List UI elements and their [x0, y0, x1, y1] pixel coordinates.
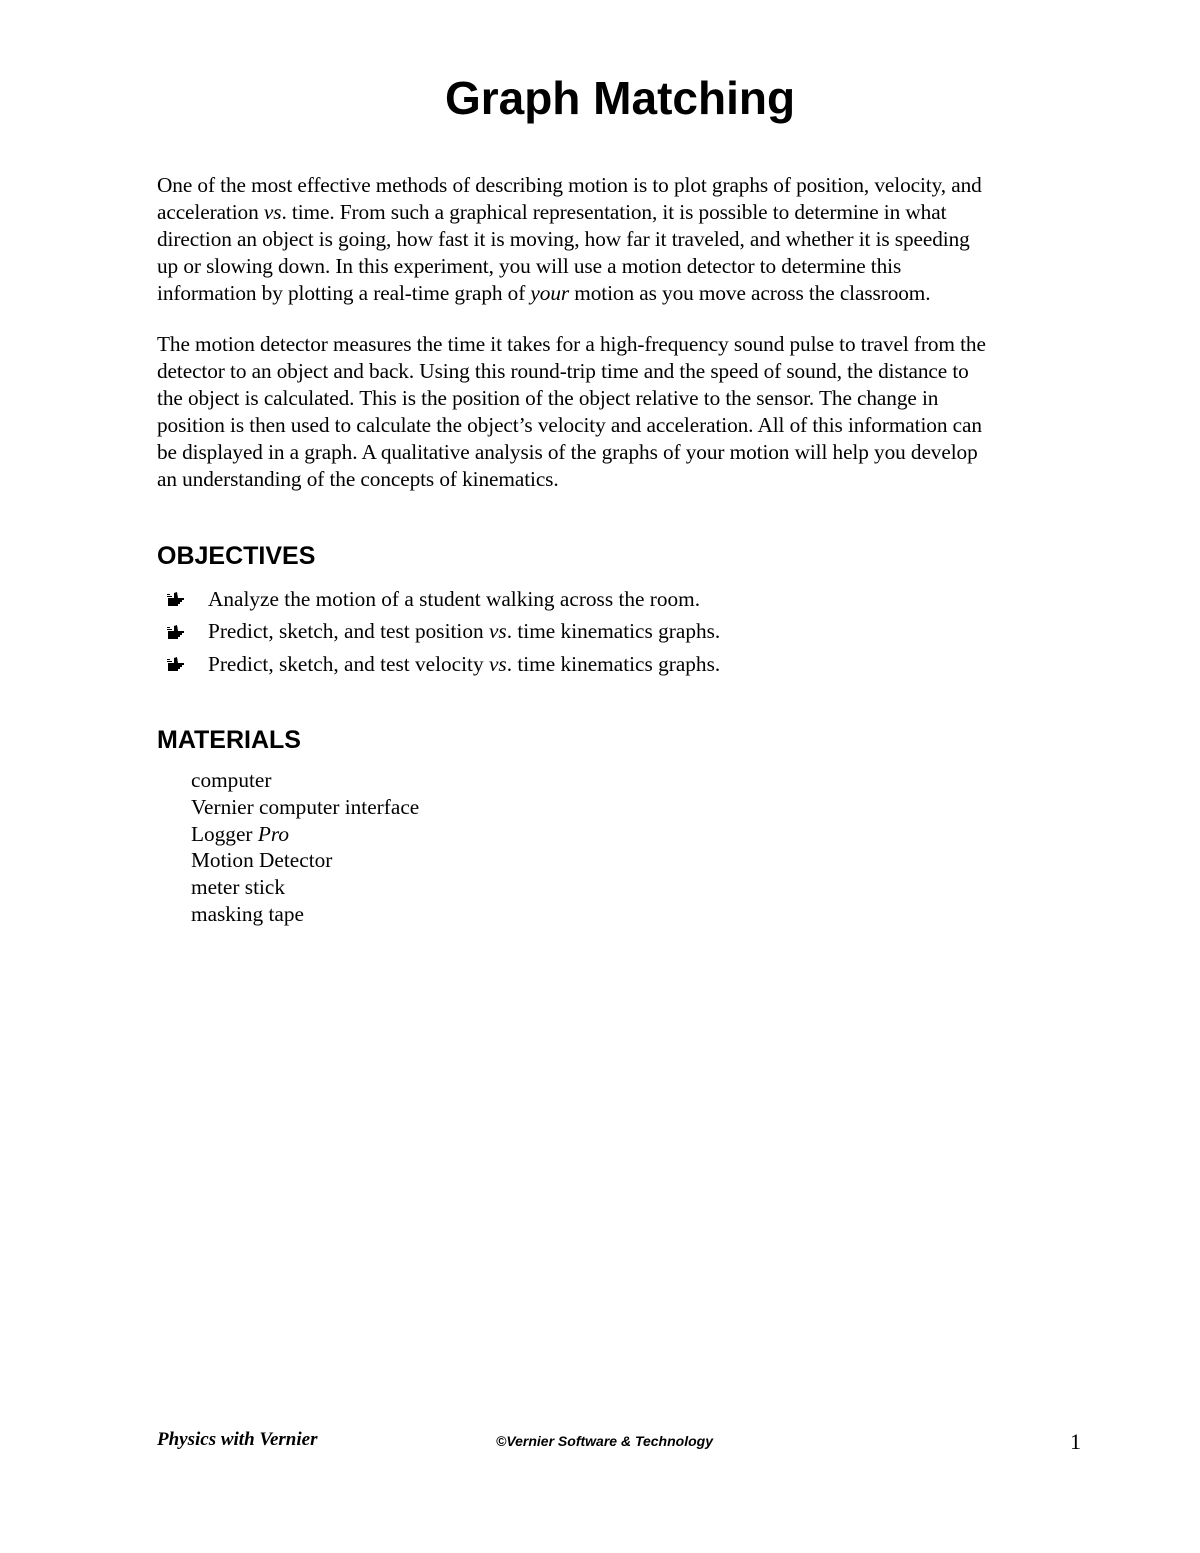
objectives-list: [166, 583, 720, 681]
text-segment: . time kinematics graphs.: [506, 651, 721, 676]
page-number: 1: [1070, 1429, 1081, 1454]
italic-text: vs: [488, 651, 507, 676]
page-title: Graph Matching: [444, 72, 796, 124]
hand-pointer-icon: [166, 590, 186, 608]
text-line: [157, 280, 1092, 307]
text-segment: Logger: [191, 821, 258, 846]
objectives-heading: OBJECTIVES: [157, 542, 316, 570]
intro-paragraph-1: [157, 172, 1092, 307]
material-item: [191, 767, 419, 794]
italic-text: Pro: [257, 821, 289, 846]
text-line: [157, 253, 1092, 280]
text-segment: computer: [191, 768, 272, 792]
text-segment: information by plotting a real-time graph of: [157, 281, 531, 305]
text-line: an understanding of the concepts of kinematics.: [157, 467, 559, 491]
text-segment: . time kinematics graphs.: [506, 619, 721, 644]
footer-copyright: ©Vernier Software & Technology: [496, 1433, 713, 1449]
objective-text: [208, 619, 720, 644]
text-segment: Vernier computer interface: [191, 794, 420, 819]
text-segment: meter stick: [191, 875, 286, 900]
text-segment: direction an object is going, how fast it is moving, how far it traveled, and whether it is speeding: [157, 227, 970, 251]
intro-paragraph-2: [157, 331, 1092, 493]
material-item: [191, 821, 419, 848]
text-segment: Motion Detector: [191, 848, 333, 873]
objective-text: [208, 652, 720, 677]
italic-text: vs: [263, 200, 282, 224]
text-segment: motion as you move across the classroom.: [569, 281, 931, 305]
material-item: [191, 794, 419, 821]
text-segment: One of the most effective methods of describing motion is to plot graphs of position, velocity, and: [157, 173, 982, 197]
objective-text: [208, 587, 700, 612]
objective-item: [166, 648, 720, 681]
text-segment: up or slowing down. In this experiment, you will use a motion detector to determine this: [157, 254, 902, 278]
material-item: [191, 901, 419, 928]
text-segment: Predict, sketch, and test position: [208, 619, 489, 644]
hand-pointer-icon: [166, 623, 186, 641]
text-segment: acceleration: [157, 200, 264, 224]
text-line: [157, 226, 1092, 253]
text-line: detector to an object and back. Using this round-trip time and the speed of sound, the distance to: [157, 359, 969, 383]
footer-book-title: Physics with Vernier: [157, 1429, 318, 1450]
materials-heading: MATERIALS: [157, 726, 301, 754]
text-line: [157, 172, 1092, 199]
text-segment: Analyze the motion of a student walking across the room.: [208, 586, 701, 611]
materials-list: [191, 767, 419, 928]
text-line: be displayed in a graph. A qualitative analysis of the graphs of your motion will help you develop: [157, 440, 978, 464]
text-line: [157, 199, 1092, 226]
text-line: The motion detector measures the time it takes for a high-frequency sound pulse to travel from the: [157, 332, 986, 356]
text-segment: masking tape: [191, 901, 304, 926]
text-segment: . time. From such a graphical representation, it is possible to determine in what: [281, 200, 947, 224]
material-item: [191, 874, 419, 901]
text-segment: Predict, sketch, and test velocity: [208, 651, 489, 676]
hand-pointer-icon: [166, 655, 186, 673]
text-line: the object is calculated. This is the position of the object relative to the sensor. The change in: [157, 386, 939, 410]
text-line: position is then used to calculate the object’s velocity and acceleration. All of this information can: [157, 413, 982, 437]
italic-text: your: [530, 281, 570, 305]
material-item: [191, 847, 419, 874]
objective-item: [166, 616, 720, 649]
objective-item: [166, 583, 720, 616]
italic-text: vs: [488, 619, 507, 644]
